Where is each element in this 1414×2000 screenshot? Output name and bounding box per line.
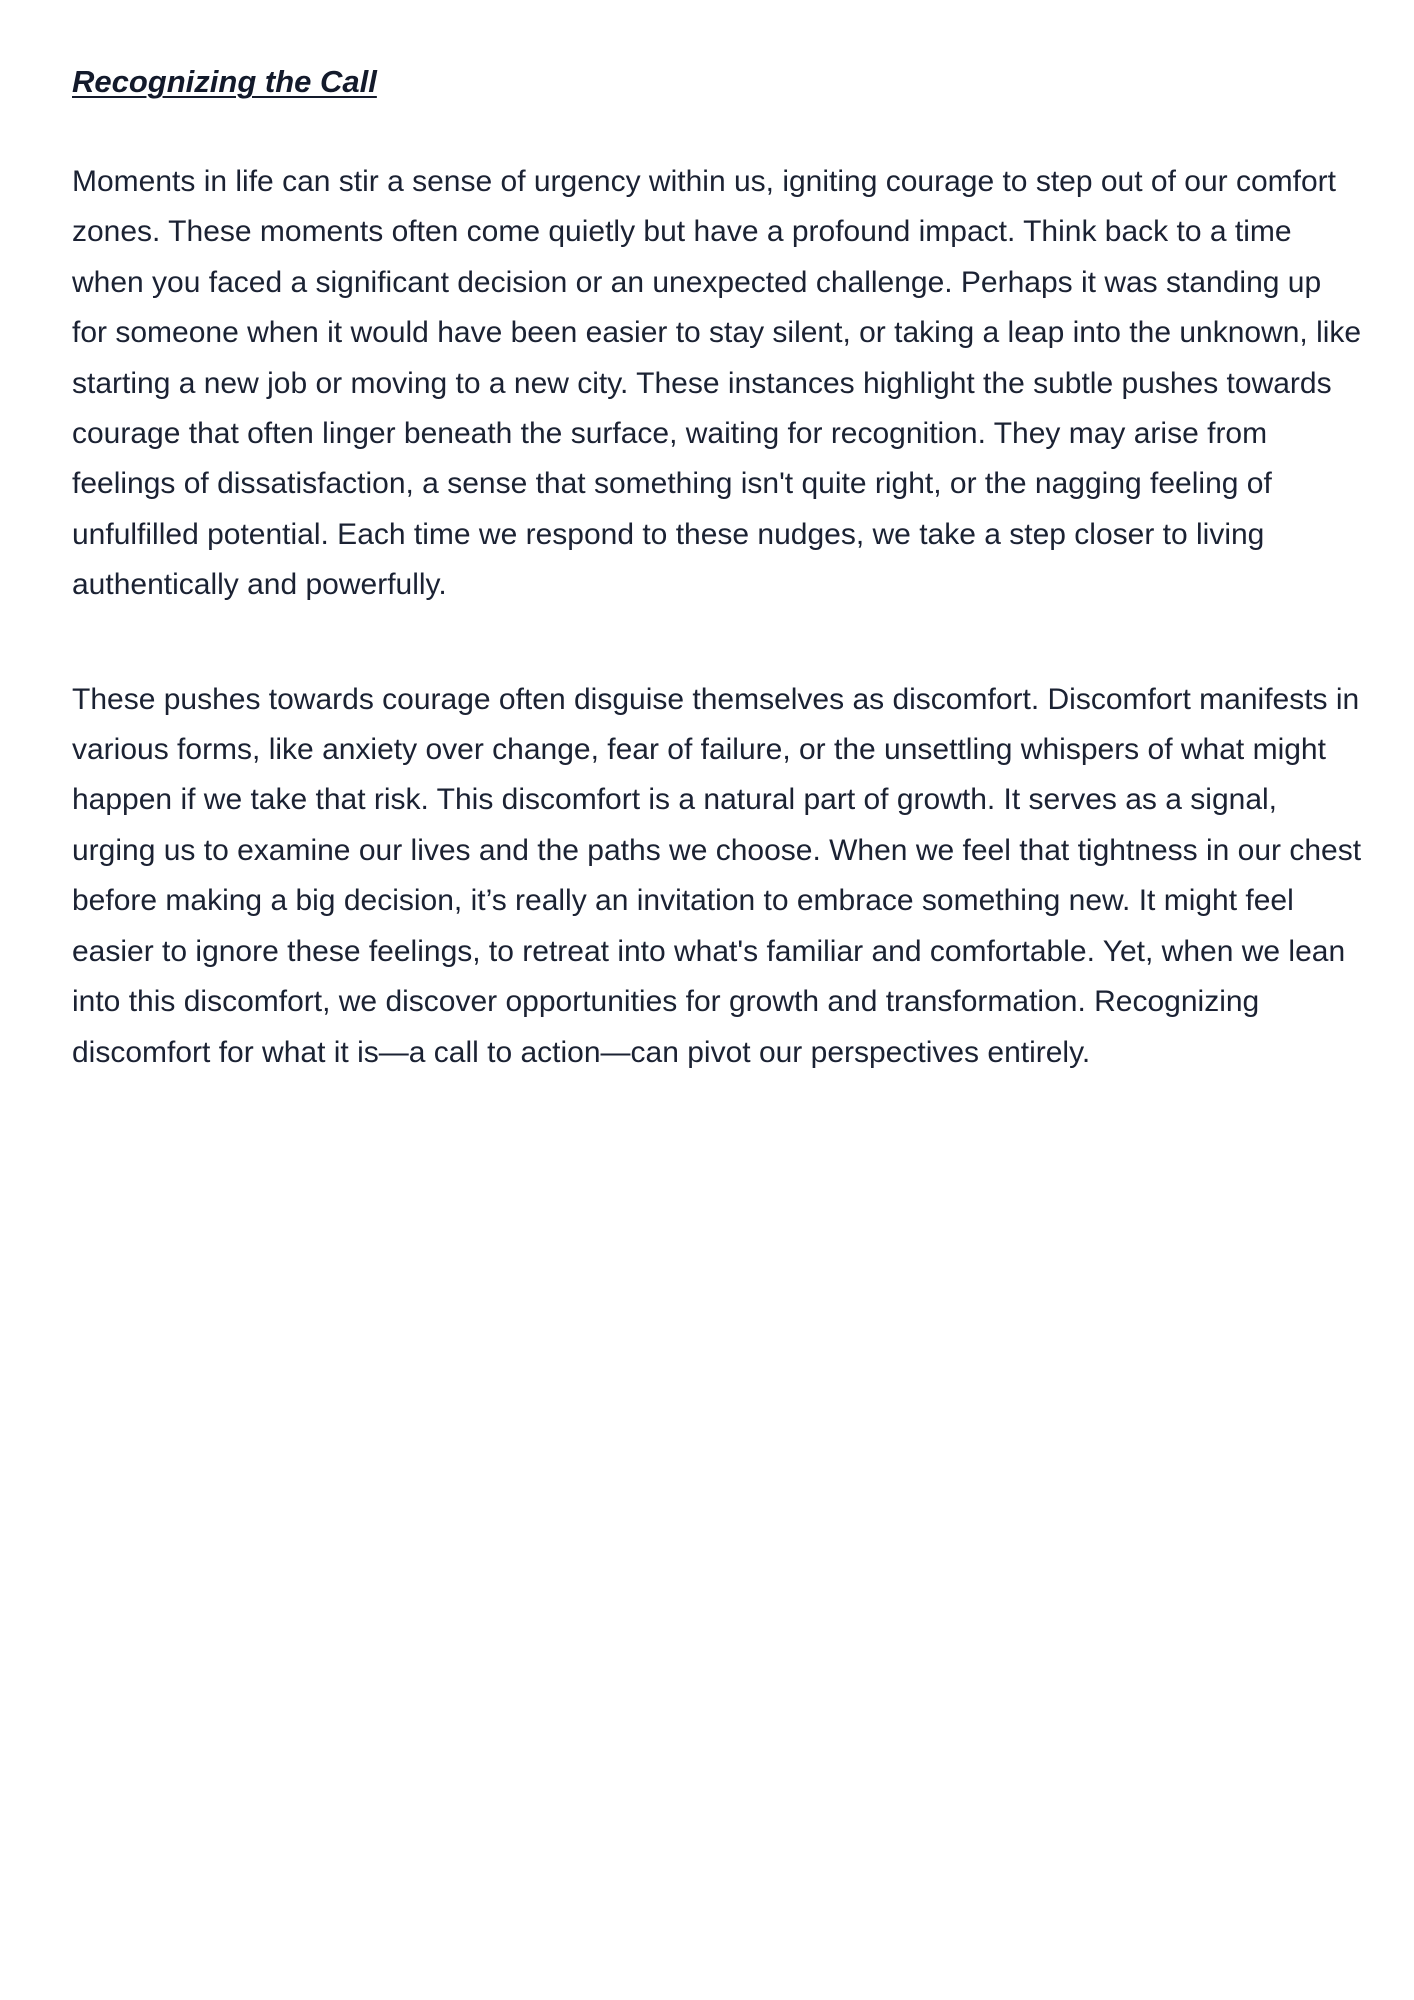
section-title: Recognizing the Call (72, 64, 377, 99)
body-paragraph-2: These pushes towards courage often disguise themselves as discomfort. Discomfort manifests in various forms, like anxiety over change, fear of failure, or the unsettling whispers of what might happen if we take that risk. This discomfort is a natural part of growth. It serves as a signal, urging us to examine our lives and the paths we choose. When we feel that tightness in our chest before making a big decision, it’s really an invitation to embrace something new. It might feel easier to ignore these feelings, to retreat into what's familiar and comfortable. Yet, when we lean into this discomfort, we discover opportunities for growth and transformation. Recognizing discomfort for what it is—a call to action—can pivot our perspectives entirely. (72, 682, 1362, 1069)
document-page (72, 58, 1362, 1078)
body-paragraph-1: Moments in life can stir a sense of urgency within us, igniting courage to step out of our comfort zones. These moments often come quietly but have a profound impact. Think back to a time when you faced a significant decision or an unexpected challenge. Perhaps it was standing up for someone when it would have been easier to stay silent, or taking a leap into the unknown, like starting a new job or moving to a new city. These instances highlight the subtle pushes towards courage that often linger beneath the surface, waiting for recognition. They may arise from feelings of dissatisfaction, a sense that something isn't quite right, or the nagging feeling of unfulfilled potential. Each time we respond to these nudges, we take a step closer to living authentically and powerfully. (72, 165, 1362, 602)
